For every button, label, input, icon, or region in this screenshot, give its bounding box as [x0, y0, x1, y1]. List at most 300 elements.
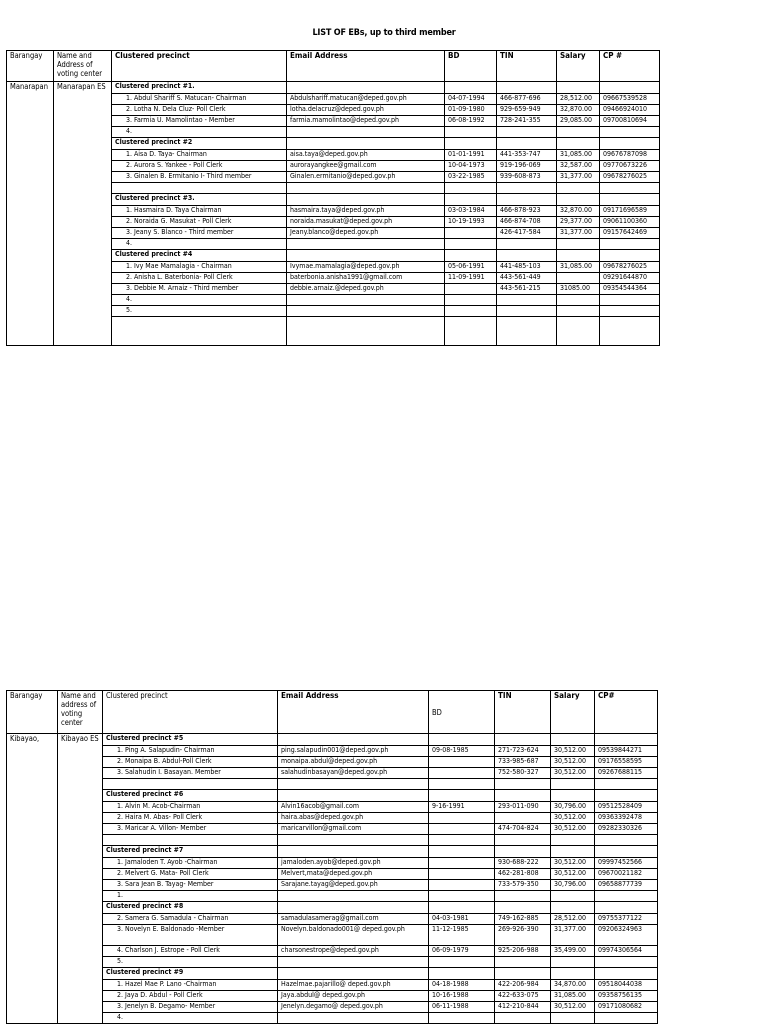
empty-cell — [495, 734, 551, 746]
empty-cell — [595, 790, 658, 802]
member-name — [103, 835, 278, 846]
member-cp-number: 09466924010 — [600, 105, 660, 116]
member-birthdate: 06-09-1979 — [429, 946, 495, 957]
member-salary — [551, 835, 595, 846]
member-name — [112, 183, 287, 194]
member-email: charsonestrope@deped.gov.ph — [278, 946, 429, 957]
member-email: monaipa.abdul@deped.gov.ph — [278, 757, 429, 768]
member-salary: 29,085.00 — [557, 116, 600, 127]
barangay-name: Kibayao, — [7, 734, 58, 1024]
header-email: Email Address — [278, 691, 429, 734]
member-salary: 29,377.00 — [557, 217, 600, 228]
voting-center-name: Kibayao ES — [58, 734, 103, 1024]
member-salary — [551, 891, 595, 902]
empty-cell — [557, 82, 600, 94]
member-salary: 28,512.00 — [551, 914, 595, 925]
member-name: 1. Jamaloden T. Ayob -Chairman — [103, 858, 278, 869]
member-salary — [557, 127, 600, 138]
member-email: Jaya.abdul@ deped.gov.ph — [278, 991, 429, 1002]
empty-cell — [497, 194, 557, 206]
empty-cell — [595, 734, 658, 746]
member-cp-number: 09363392478 — [595, 813, 658, 824]
empty-cell — [557, 194, 600, 206]
member-salary — [557, 239, 600, 250]
precinct-title: Clustered precinct #3. — [112, 194, 287, 206]
member-name: 2. Melvert G. Mata- Poll Clerk — [103, 869, 278, 880]
member-cp-number: 09974306564 — [595, 946, 658, 957]
member-name: 1. — [103, 891, 278, 902]
member-birthdate: 01-01-1991 — [445, 150, 497, 161]
member-email — [278, 957, 429, 968]
empty-cell — [278, 790, 429, 802]
member-row — [7, 869, 658, 880]
empty-cell — [557, 250, 600, 262]
member-cp-number — [595, 779, 658, 790]
member-salary — [551, 957, 595, 968]
eb-table-manarapan — [6, 50, 660, 346]
member-birthdate — [429, 835, 495, 846]
member-salary — [557, 273, 600, 284]
member-cp-number: 09997452566 — [595, 858, 658, 869]
member-tin: 462-281-808 — [495, 869, 551, 880]
header-bd: BD — [445, 51, 497, 82]
member-row — [7, 957, 658, 968]
member-email: Ginalen.ermitanio@deped.gov.ph — [287, 172, 445, 183]
member-cp-number: 09667539528 — [600, 94, 660, 105]
member-birthdate: 03-03-1984 — [445, 206, 497, 217]
member-cp-number: 09700810694 — [600, 116, 660, 127]
member-birthdate — [429, 891, 495, 902]
member-cp-number: 09658877739 — [595, 880, 658, 891]
member-birthdate — [429, 869, 495, 880]
precinct-title: Clustered precinct #8 — [103, 902, 278, 914]
empty-cell — [429, 790, 495, 802]
member-cp-number — [600, 183, 660, 194]
member-cp-number: 09755377122 — [595, 914, 658, 925]
member-tin: 293-011-090 — [495, 802, 551, 813]
member-name: 1. Hazel Mae P. Lano -Chairman — [103, 980, 278, 991]
member-tin: 733-579-350 — [495, 880, 551, 891]
member-cp-number — [595, 1013, 658, 1024]
empty-cell — [429, 902, 495, 914]
member-name — [103, 779, 278, 790]
member-salary: 32,870.00 — [557, 105, 600, 116]
member-salary: 30,796.00 — [551, 802, 595, 813]
member-birthdate: 06-11-1988 — [429, 1002, 495, 1013]
member-email — [278, 779, 429, 790]
header-bd: BD — [429, 691, 495, 734]
empty-cell — [595, 968, 658, 980]
member-cp-number: 09676787098 — [600, 150, 660, 161]
member-row — [7, 914, 658, 925]
member-cp-number: 09670021182 — [595, 869, 658, 880]
member-salary: 30,512.00 — [551, 746, 595, 757]
member-birthdate: 10-04-1973 — [445, 161, 497, 172]
member-birthdate: 09-08-1985 — [429, 746, 495, 757]
empty-cell — [429, 734, 495, 746]
member-row — [7, 835, 658, 846]
empty-cell — [551, 902, 595, 914]
empty-cell — [445, 317, 497, 346]
empty-cell — [497, 317, 557, 346]
member-email: aisa.taya@deped.gov.ph — [287, 150, 445, 161]
member-birthdate: 04-03-1981 — [429, 914, 495, 925]
member-row — [7, 991, 658, 1002]
member-name: 3. Jenelyn B. Degamo- Member — [103, 1002, 278, 1013]
header-barangay: Barangay — [7, 691, 58, 734]
member-salary: 31,377.00 — [557, 172, 600, 183]
member-birthdate — [429, 757, 495, 768]
member-birthdate: 04-07-1994 — [445, 94, 497, 105]
empty-cell — [445, 82, 497, 94]
precinct-title-row — [7, 846, 658, 858]
member-cp-number — [600, 295, 660, 306]
member-cp-number: 09678276025 — [600, 172, 660, 183]
member-tin — [497, 127, 557, 138]
empty-cell — [429, 846, 495, 858]
member-birthdate: 03-22-1985 — [445, 172, 497, 183]
member-salary — [557, 183, 600, 194]
member-row — [7, 757, 658, 768]
member-row — [7, 1013, 658, 1024]
member-name: 4. Charlson J. Estrope - Poll Clerk — [103, 946, 278, 957]
member-cp-number: 09512528409 — [595, 802, 658, 813]
member-salary: 31,085.00 — [557, 150, 600, 161]
member-salary: 31,377.00 — [557, 228, 600, 239]
member-cp-number: 09176558595 — [595, 757, 658, 768]
member-email: lotha.delacruz@deped.gov.ph — [287, 105, 445, 116]
member-tin: 466-874-708 — [497, 217, 557, 228]
member-birthdate — [429, 779, 495, 790]
member-tin: 939-608-873 — [497, 172, 557, 183]
member-tin — [497, 306, 557, 317]
member-tin: 466-878-923 — [497, 206, 557, 217]
member-email: Hazelmae.pajarillo@ deped.gov.ph — [278, 980, 429, 991]
member-email: Alvin16acob@gmail.com — [278, 802, 429, 813]
barangay-name: Manarapan — [7, 82, 54, 346]
member-name: 1. Aisa D. Taya- Chairman — [112, 150, 287, 161]
member-cp-number — [600, 127, 660, 138]
empty-cell — [551, 734, 595, 746]
precinct-title: Clustered precinct #5 — [103, 734, 278, 746]
empty-cell — [287, 250, 445, 262]
member-name: 4. — [112, 295, 287, 306]
member-tin: 441-353-747 — [497, 150, 557, 161]
header-row — [7, 51, 660, 82]
member-tin: 443-561-449 — [497, 273, 557, 284]
member-salary: 32,587.00 — [557, 161, 600, 172]
member-tin: 412-210-844 — [495, 1002, 551, 1013]
member-email — [278, 1013, 429, 1024]
member-email: aurorayangkee@gmail.com — [287, 161, 445, 172]
empty-cell — [551, 790, 595, 802]
precinct-title-row — [7, 902, 658, 914]
member-tin: 443-561-215 — [497, 284, 557, 295]
member-cp-number: 09171696589 — [600, 206, 660, 217]
eb-table-kibayao — [6, 690, 658, 1024]
member-name: 2. Monaipa B. Abdul-Poll Clerk — [103, 757, 278, 768]
member-name: 2. Noraida G. Masukat - Poll Clerk — [112, 217, 287, 228]
member-salary: 30,796.00 — [551, 880, 595, 891]
member-row — [7, 980, 658, 991]
empty-cell — [278, 902, 429, 914]
member-tin: 752-580-327 — [495, 768, 551, 779]
member-email — [287, 127, 445, 138]
empty-cell — [595, 902, 658, 914]
member-email — [278, 835, 429, 846]
member-cp-number: 09291644870 — [600, 273, 660, 284]
member-birthdate: 9-16-1991 — [429, 802, 495, 813]
member-birthdate: 04-18-1988 — [429, 980, 495, 991]
member-salary: 30,512.00 — [551, 858, 595, 869]
member-tin: 422-206-984 — [495, 980, 551, 991]
empty-cell — [278, 968, 429, 980]
member-birthdate — [445, 127, 497, 138]
header-email: Email Address — [287, 51, 445, 82]
empty-cell — [287, 138, 445, 150]
member-birthdate: 05-06-1991 — [445, 262, 497, 273]
member-birthdate — [429, 957, 495, 968]
header-precinct: Clustered precinct — [103, 691, 278, 734]
header-name_address: Name and address of voting center — [58, 691, 103, 734]
member-email: farmia.mamolintao@deped.gov.ph — [287, 116, 445, 127]
member-row — [7, 1002, 658, 1013]
precinct-title: Clustered precinct #7 — [103, 846, 278, 858]
member-email — [287, 239, 445, 250]
member-email: baterbonia.anisha1991@gmail.com — [287, 273, 445, 284]
member-email: jamaloden.ayob@deped.gov.ph — [278, 858, 429, 869]
member-name: 3. Maricar A. Villon- Member — [103, 824, 278, 835]
member-cp-number: 09770673226 — [600, 161, 660, 172]
member-birthdate — [445, 183, 497, 194]
precinct-title-row — [7, 82, 660, 94]
member-name: 3. Farmia U. Mamolintao - Member — [112, 116, 287, 127]
empty-cell — [497, 138, 557, 150]
member-cp-number: 09206324963 — [595, 925, 658, 946]
member-row — [7, 891, 658, 902]
precinct-title: Clustered precinct #2 — [112, 138, 287, 150]
member-row — [7, 768, 658, 779]
member-birthdate — [429, 858, 495, 869]
member-birthdate — [429, 813, 495, 824]
member-cp-number — [595, 957, 658, 968]
member-row — [7, 925, 658, 946]
header-cp: CP # — [600, 51, 660, 82]
member-tin: 733-985-687 — [495, 757, 551, 768]
member-tin: 426-417-584 — [497, 228, 557, 239]
member-row — [7, 802, 658, 813]
member-cp-number: 09518044038 — [595, 980, 658, 991]
member-birthdate — [445, 284, 497, 295]
member-email: Sarajane.tayag@deped.gov.ph — [278, 880, 429, 891]
member-email: noraida.masukat@deped.gov.ph — [287, 217, 445, 228]
empty-cell — [278, 846, 429, 858]
member-salary: 30,512.00 — [551, 1002, 595, 1013]
member-email — [278, 891, 429, 902]
member-birthdate — [445, 228, 497, 239]
empty-cell — [497, 250, 557, 262]
member-email — [287, 183, 445, 194]
member-name: 2. Aurora S. Yankee - Poll Clerk — [112, 161, 287, 172]
member-tin: 422-633-075 — [495, 991, 551, 1002]
member-name: 1. Ping A. Salapudin- Chairman — [103, 746, 278, 757]
member-cp-number: 09354544364 — [600, 284, 660, 295]
member-name: 5. — [103, 957, 278, 968]
member-email: hasmaira.taya@deped.gov.ph — [287, 206, 445, 217]
member-cp-number — [595, 835, 658, 846]
empty-cell — [445, 194, 497, 206]
member-cp-number: 09282330326 — [595, 824, 658, 835]
member-name: 2. Anisha L. Baterbonia- Poll Clerk — [112, 273, 287, 284]
voting-center-name: Manarapan ES — [54, 82, 112, 346]
member-name: 1. Ivy Mae Mamalagia - Chairman — [112, 262, 287, 273]
member-name: 1. Alvin M. Acob-Chairman — [103, 802, 278, 813]
member-salary: 32,870.00 — [557, 206, 600, 217]
member-name: 4. — [112, 127, 287, 138]
empty-cell — [600, 194, 660, 206]
member-tin: 441-485-103 — [497, 262, 557, 273]
member-tin: 271-723-624 — [495, 746, 551, 757]
header-tin: TIN — [497, 51, 557, 82]
precinct-title-row — [7, 968, 658, 980]
member-name: 2. Lotha N. Dela Cluz- Poll Clerk — [112, 105, 287, 116]
member-tin — [495, 957, 551, 968]
member-tin — [497, 239, 557, 250]
member-name: 3. Sara Jean B. Tayag- Member — [103, 880, 278, 891]
member-email: ping.salapudin001@deped.gov.ph — [278, 746, 429, 757]
member-row — [7, 946, 658, 957]
member-email: Jenelyn.degamo@ deped.gov.ph — [278, 1002, 429, 1013]
empty-cell — [557, 138, 600, 150]
member-tin — [495, 835, 551, 846]
member-row — [7, 746, 658, 757]
member-name: 1. Hasmaira D. Taya Chairman — [112, 206, 287, 217]
header-salary: Salary — [557, 51, 600, 82]
member-tin — [497, 183, 557, 194]
precinct-title-row — [7, 790, 658, 802]
member-email: maricarvillon@gmail.com — [278, 824, 429, 835]
member-cp-number: 09678276025 — [600, 262, 660, 273]
member-salary: 31085.00 — [557, 284, 600, 295]
member-birthdate: 01-09-1980 — [445, 105, 497, 116]
header-barangay: Barangay — [7, 51, 54, 82]
empty-cell — [287, 82, 445, 94]
empty-cell — [495, 968, 551, 980]
member-birthdate: 11-09-1991 — [445, 273, 497, 284]
member-tin — [495, 1013, 551, 1024]
member-salary: 30,512.00 — [551, 768, 595, 779]
member-email — [287, 306, 445, 317]
member-tin: 466-877-696 — [497, 94, 557, 105]
member-salary: 31,085.00 — [557, 262, 600, 273]
member-cp-number: 09061100360 — [600, 217, 660, 228]
member-email: Abdulshariff.matucan@deped.gov.ph — [287, 94, 445, 105]
member-name: 2. Haira M. Abas- Poll Clerk — [103, 813, 278, 824]
header-cp: CP# — [595, 691, 658, 734]
member-salary — [557, 306, 600, 317]
member-email: haira.abas@deped.gov.ph — [278, 813, 429, 824]
member-row — [7, 813, 658, 824]
member-cp-number: 09157642469 — [600, 228, 660, 239]
header-salary: Salary — [551, 691, 595, 734]
empty-cell — [287, 194, 445, 206]
empty-cell — [495, 902, 551, 914]
empty-cell — [495, 846, 551, 858]
member-tin: 749-162-885 — [495, 914, 551, 925]
member-salary — [557, 295, 600, 306]
member-row — [7, 824, 658, 835]
member-name: 3. Ginalen B. Ermitanio I- Third member — [112, 172, 287, 183]
member-birthdate: 10-19-1993 — [445, 217, 497, 228]
member-email: samadulasamerag@gmail.com — [278, 914, 429, 925]
member-name: 3. Salahudin I. Basayan. Member — [103, 768, 278, 779]
member-email — [287, 295, 445, 306]
empty-cell — [112, 317, 287, 346]
member-email: salahudinbasayan@deped.gov.ph — [278, 768, 429, 779]
member-salary — [551, 779, 595, 790]
member-name: 1. Abdul Shariff S. Matucan- Chairman — [112, 94, 287, 105]
member-cp-number — [595, 891, 658, 902]
header-row — [7, 691, 658, 734]
member-birthdate — [429, 768, 495, 779]
header-precinct: Clustered precinct — [112, 51, 287, 82]
member-tin: 919-196-069 — [497, 161, 557, 172]
member-tin: 930-688-222 — [495, 858, 551, 869]
member-row — [7, 779, 658, 790]
member-row — [7, 880, 658, 891]
member-salary: 30,512.00 — [551, 869, 595, 880]
member-name: 3. Jeany S. Blanco - Third member — [112, 228, 287, 239]
member-tin — [497, 295, 557, 306]
member-birthdate — [429, 1013, 495, 1024]
member-email: Jeany.blanco@deped.gov.ph — [287, 228, 445, 239]
member-tin: 925-206-988 — [495, 946, 551, 957]
empty-cell — [551, 846, 595, 858]
member-salary: 34,870.00 — [551, 980, 595, 991]
member-birthdate — [445, 239, 497, 250]
member-name: 3. Debbie M. Arnaiz - Third member — [112, 284, 287, 295]
empty-cell — [287, 317, 445, 346]
member-salary: 30,512.00 — [551, 824, 595, 835]
empty-cell — [278, 734, 429, 746]
member-name: 2. Samera G. Samadula - Chairman — [103, 914, 278, 925]
member-birthdate — [445, 306, 497, 317]
empty-cell — [445, 250, 497, 262]
empty-cell — [595, 846, 658, 858]
header-tin: TIN — [495, 691, 551, 734]
member-email: Melvert,mata@deped.gov.ph — [278, 869, 429, 880]
member-birthdate — [445, 295, 497, 306]
member-email: debbie.arnaiz.@deped.gov.ph — [287, 284, 445, 295]
member-birthdate: 06-08-1992 — [445, 116, 497, 127]
member-tin: 929-659-949 — [497, 105, 557, 116]
empty-cell — [429, 968, 495, 980]
document-title: LIST OF EBs, up to third member — [312, 28, 456, 38]
member-cp-number: 09539844271 — [595, 746, 658, 757]
empty-cell — [551, 968, 595, 980]
empty-cell — [600, 82, 660, 94]
precinct-title-row — [7, 734, 658, 746]
empty-cell — [557, 317, 600, 346]
member-birthdate: 11-12-1985 — [429, 925, 495, 946]
member-row — [7, 858, 658, 869]
precinct-title: Clustered precinct #6 — [103, 790, 278, 802]
precinct-title: Clustered precinct #1. — [112, 82, 287, 94]
empty-cell — [600, 250, 660, 262]
member-name: 5. — [112, 306, 287, 317]
empty-cell — [445, 138, 497, 150]
precinct-title: Clustered precinct #4 — [112, 250, 287, 262]
